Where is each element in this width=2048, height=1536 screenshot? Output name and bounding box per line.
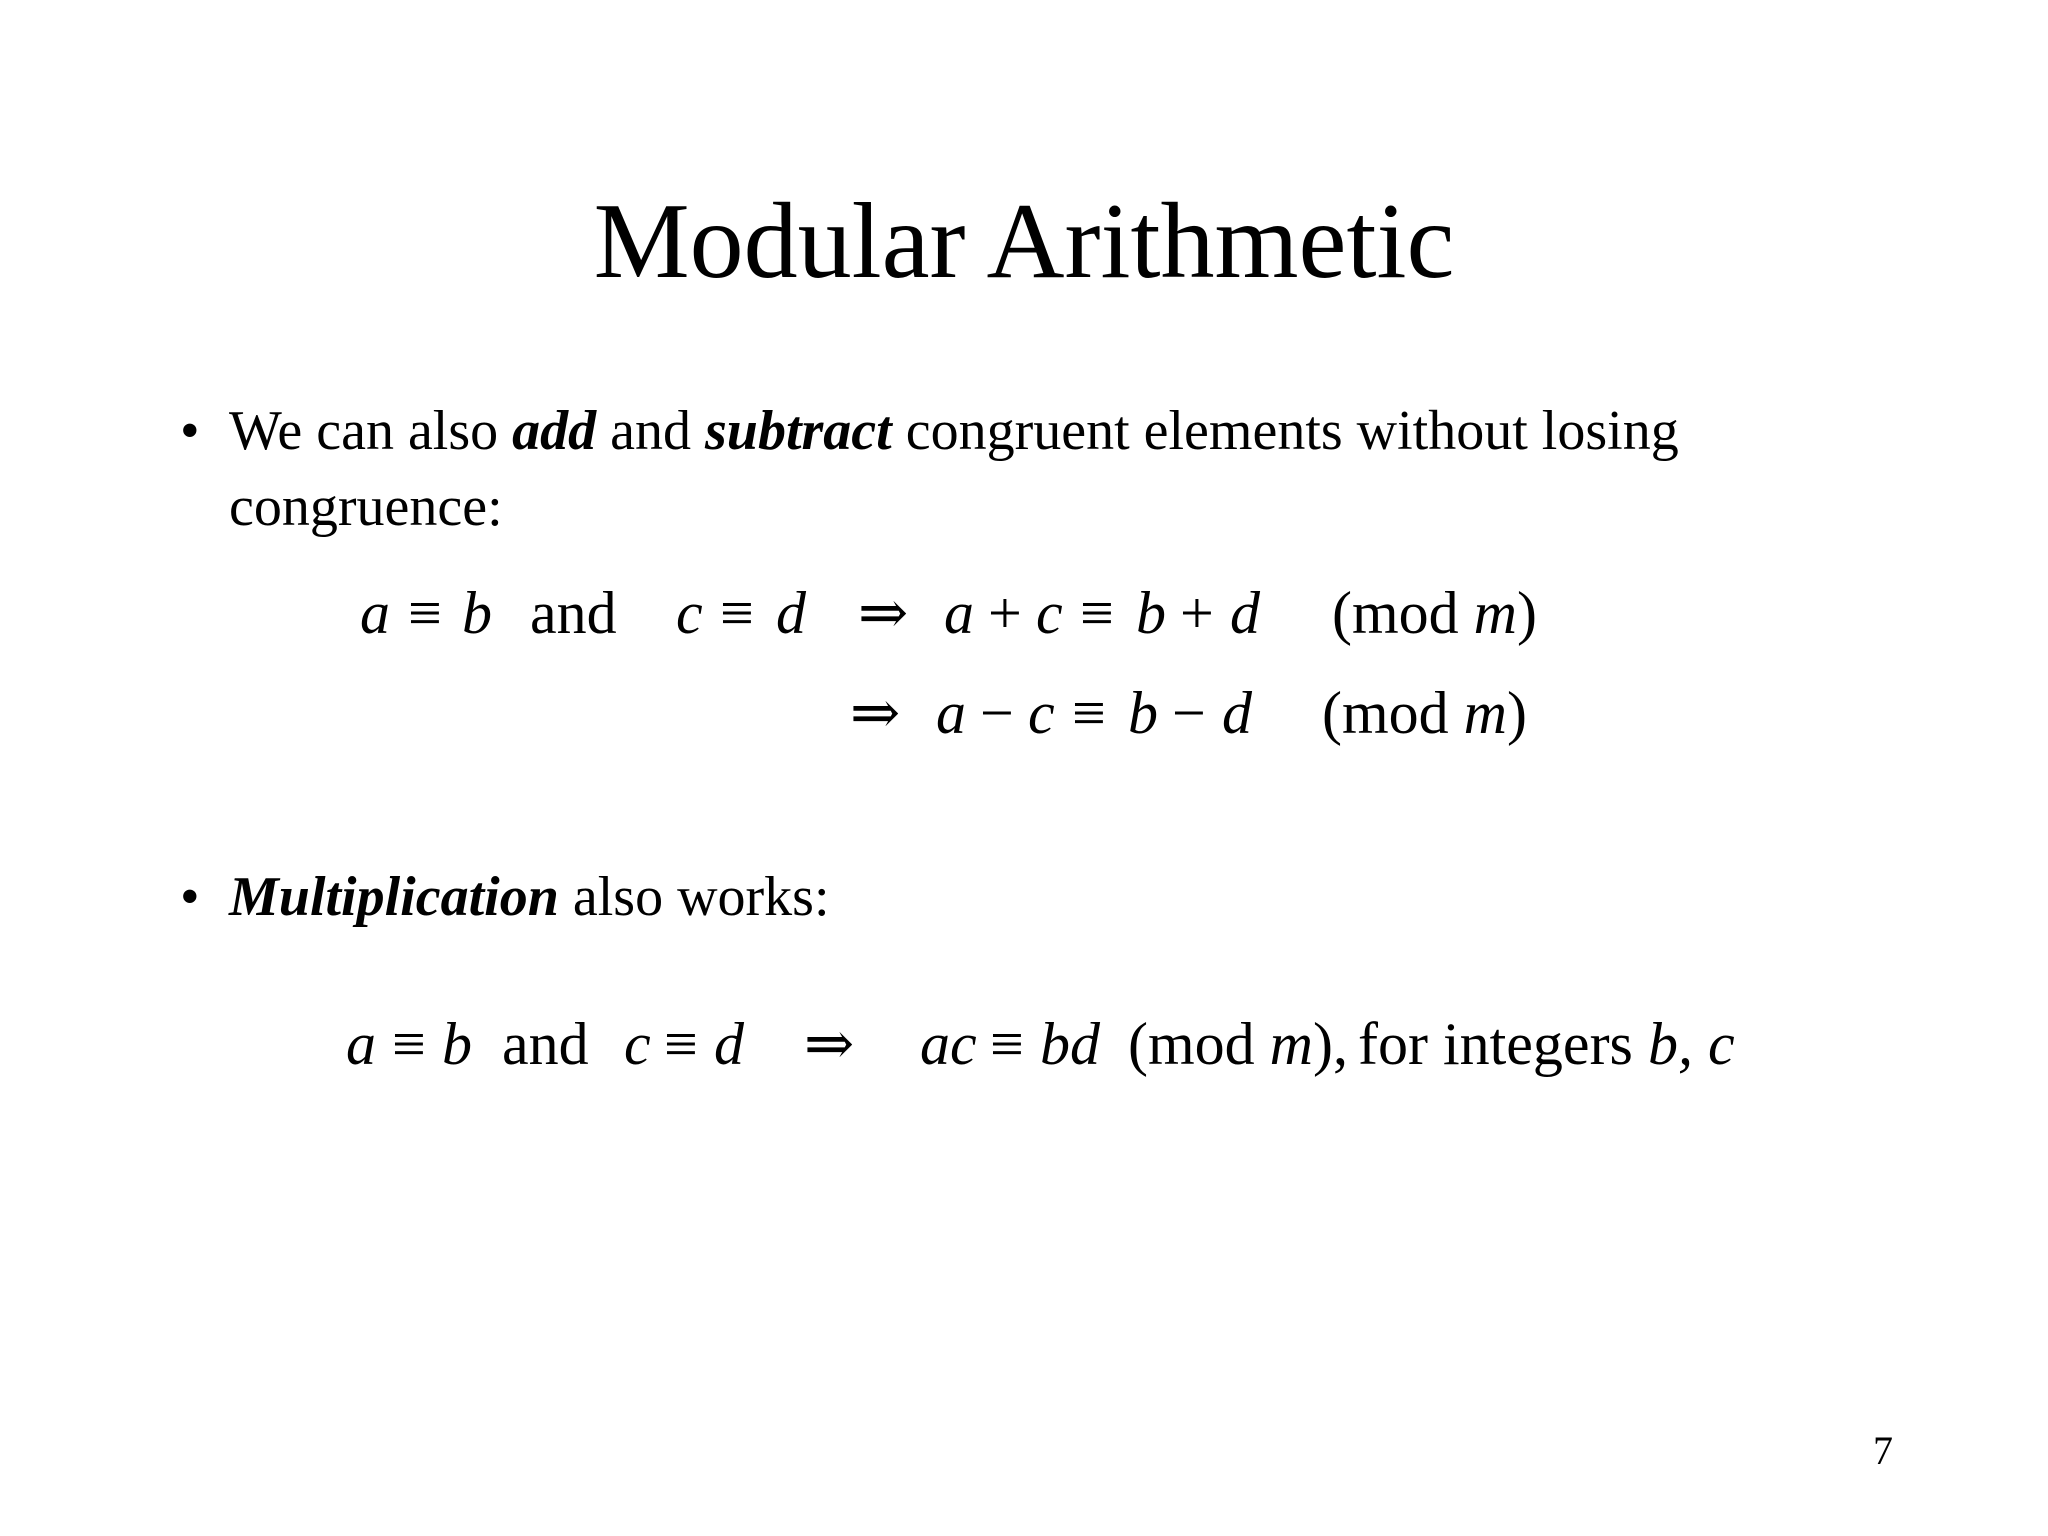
bullet-marker: •: [180, 400, 200, 462]
equiv-symbol: ≡: [720, 580, 754, 646]
var-d: d: [1230, 580, 1260, 646]
vars-b-c: b, c: [1648, 1011, 1735, 1077]
mod-close: ),: [1313, 1011, 1348, 1077]
mod-expression: [1128, 1011, 1348, 1077]
var-c: c: [1028, 680, 1055, 746]
bullet-text: [229, 859, 830, 935]
emphasis-add: add: [512, 400, 597, 462]
and-text: and: [502, 1011, 589, 1077]
equiv-symbol: ≡: [1072, 680, 1106, 746]
equation-multiplication: [0, 1011, 2048, 1084]
equation-addition: [0, 580, 2048, 653]
for-integers-text: for integers: [1358, 1011, 1633, 1077]
mod-expression: [1332, 580, 1537, 646]
product-ac: ac: [920, 1011, 977, 1077]
var-a: a: [360, 580, 390, 646]
var-m: m: [1473, 580, 1517, 646]
implies-symbol: ⇒: [850, 680, 901, 746]
var-a: a: [936, 680, 966, 746]
mod-label: (mod: [1332, 580, 1474, 646]
var-a: a: [346, 1011, 376, 1077]
var-m: m: [1269, 1011, 1313, 1077]
minus-symbol: −: [1172, 680, 1206, 746]
slide-title: Modular Arithmetic: [593, 182, 1455, 301]
and-text: and: [530, 580, 617, 646]
equiv-symbol: ≡: [408, 580, 442, 646]
bullet-text: [229, 393, 1679, 545]
page-number: 7: [1873, 1428, 1893, 1473]
emphasis-multiplication: Multiplication: [229, 866, 559, 928]
mod-label: (mod: [1322, 680, 1464, 746]
equiv-symbol: ≡: [664, 1011, 698, 1077]
var-c: c: [1036, 580, 1063, 646]
var-b: b: [462, 580, 492, 646]
mod-close: ): [1517, 580, 1537, 646]
var-c: c: [676, 580, 703, 646]
var-b: b: [1128, 680, 1158, 746]
equiv-symbol: ≡: [990, 1011, 1024, 1077]
implies-symbol: ⇒: [804, 1011, 855, 1077]
plus-symbol: +: [988, 580, 1022, 646]
var-b: b: [1136, 580, 1166, 646]
bullet-marker: •: [180, 866, 200, 928]
mod-close: ): [1507, 680, 1527, 746]
bullet-line-2: congruence:: [229, 476, 503, 538]
var-d: d: [714, 1011, 744, 1077]
text-run: We can also: [229, 400, 513, 462]
text-run: and: [596, 400, 706, 462]
minus-symbol: −: [980, 680, 1014, 746]
plus-symbol: +: [1180, 580, 1214, 646]
text-run: congruent elements without losing: [891, 400, 1679, 462]
mod-expression: [1322, 680, 1527, 746]
product-bd: bd: [1040, 1011, 1100, 1077]
var-c: c: [624, 1011, 651, 1077]
var-d: d: [1222, 680, 1252, 746]
var-m: m: [1463, 680, 1507, 746]
equiv-symbol: ≡: [392, 1011, 426, 1077]
mod-label: (mod: [1128, 1011, 1270, 1077]
var-d: d: [776, 580, 806, 646]
var-b: b: [442, 1011, 472, 1077]
implies-symbol: ⇒: [858, 580, 909, 646]
equiv-symbol: ≡: [1080, 580, 1114, 646]
text-run: also works:: [558, 866, 830, 928]
equation-subtraction: [0, 680, 2048, 753]
bullet-line-1: [229, 393, 1679, 469]
var-a: a: [944, 580, 974, 646]
emphasis-subtract: subtract: [705, 400, 892, 462]
